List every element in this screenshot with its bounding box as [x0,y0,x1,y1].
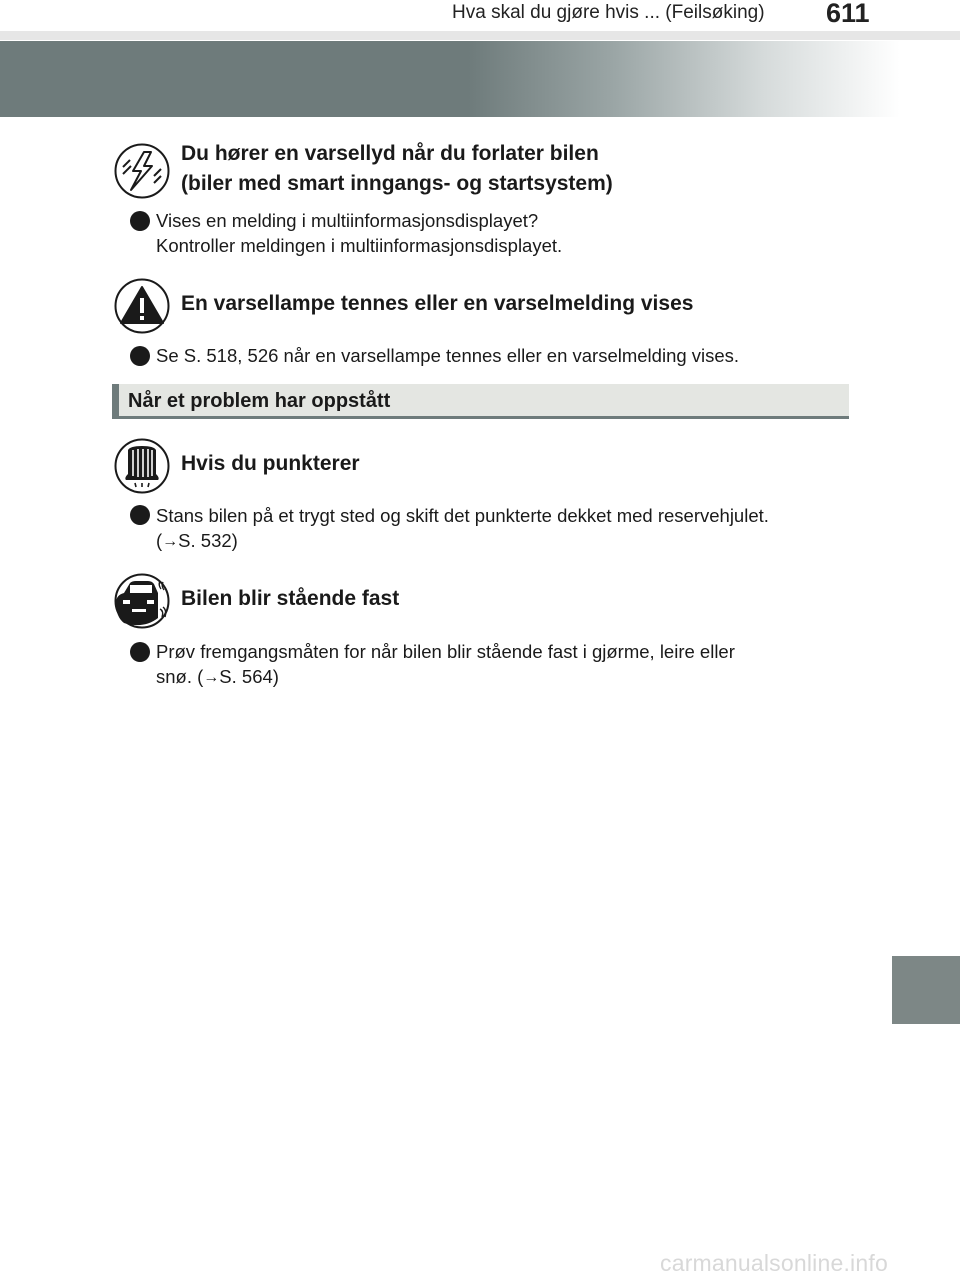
watermark: carmanualsonline.info [660,1250,888,1276]
bullet-icon [130,642,150,662]
arrow-right-icon: → [203,669,220,686]
stuck-car-text-line2 [156,664,279,690]
bullet-icon [130,211,150,231]
problem-section-title: Når et problem har oppstått [128,390,391,412]
heading-warning-sound-line1: Du hører en varsellyd når du forlater bilen [181,142,599,165]
paren-open: ( [156,530,163,551]
warning-sound-text-line1: Vises en melding i multiinformasjonsdisplayet? [156,210,539,231]
page-number: 611 [826,0,870,28]
warning-lamp-text: Se S. 518, 526 når en varsellampe tennes eller en varselmelding vises. [156,345,740,366]
header-rule [0,31,960,40]
flat-tire-text-line1: Stans bilen på et trygt sted og skift det punkterte dekket med reservehjulet. [156,505,769,526]
warning-sound-text-line2: Kontroller meldingen i multiinformasjonsdisplayet. [156,235,563,256]
bullet-icon [130,505,150,525]
heading-warning-lamp: En varsellampe tennes eller en varselmelding vises [181,292,694,315]
chapter-banner [0,41,900,117]
heading-flat-tire: Hvis du punkterer [181,452,360,475]
heading-warning-sound-line2: (biler med smart inngangs- og startsystem) [181,172,613,195]
stuck-car-page-ref[interactable]: S. 564) [219,666,279,687]
chapter-side-tab [892,956,960,1024]
stuck-car-icon [114,573,170,629]
heading-stuck-car: Bilen blir stående fast [181,587,400,610]
warning-sound-icon [114,143,170,199]
stuck-car-text-pre: snø. ( [156,666,204,687]
arrow-right-icon: → [162,533,179,550]
bullet-icon [130,346,150,366]
flat-tire-text-line2 [156,528,238,554]
exclamation-icon [114,278,170,334]
problem-section-bar [112,384,849,419]
stuck-car-text-line1: Prøv fremgangsmåten for når bilen blir stående fast i gjørme, leire eller [156,641,735,662]
flat-tire-icon [114,438,170,494]
flat-tire-page-ref[interactable]: S. 532) [178,530,238,551]
running-header-title: Hva skal du gjøre hvis ... (Feilsøking) [452,2,765,23]
